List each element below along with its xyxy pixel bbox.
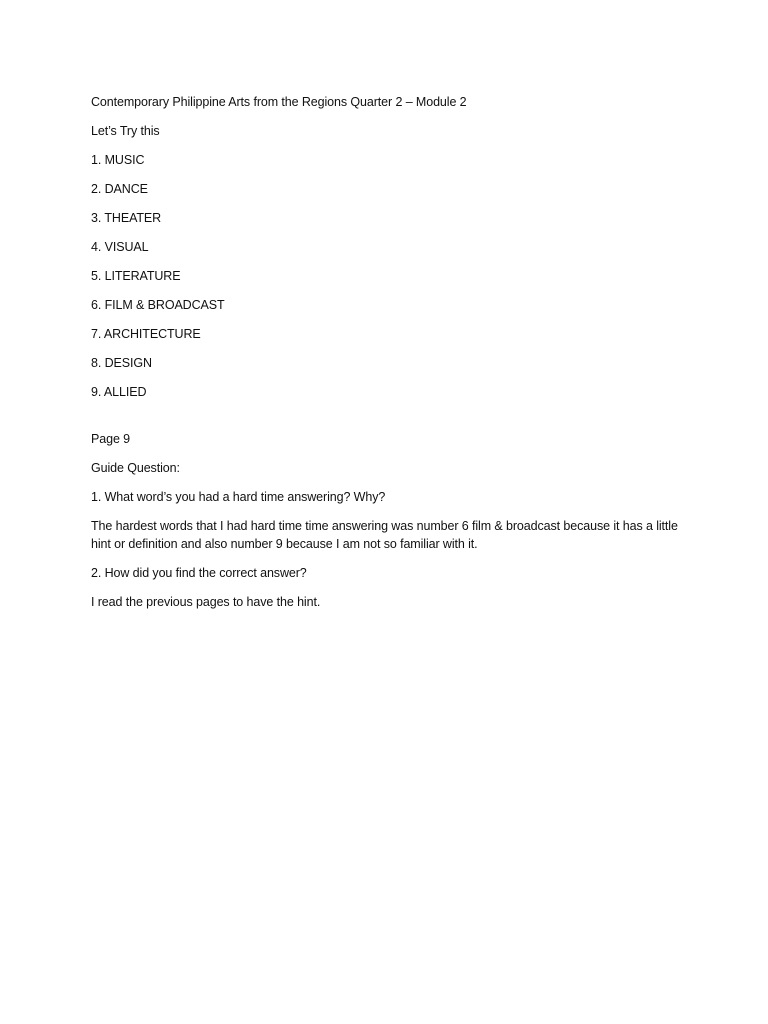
question-2: 2. How did you find the correct answer? <box>91 566 307 580</box>
page-label: Page 9 <box>91 432 131 446</box>
question-1: 1. What word’s you had a hard time answering? Why? <box>91 490 386 504</box>
answer-1: The hardest words that I had hard time time answering was number 6 film & broadcast because it has a little hint or definition and also number 9 because I am not so familiar with it. <box>91 519 678 551</box>
list-item: 2. DANCE <box>91 182 148 196</box>
list-item: 4. VISUAL <box>91 240 149 254</box>
document-title: Contemporary Philippine Arts from the Regions Quarter 2 – Module 2 <box>91 95 467 109</box>
spacer <box>91 412 681 430</box>
answer-2: I read the previous pages to have the hint. <box>91 595 321 609</box>
list-item: 1. MUSIC <box>91 153 145 167</box>
list-item: 8. DESIGN <box>91 356 152 370</box>
list-item: 7. ARCHITECTURE <box>91 327 201 341</box>
list-item: 6. FILM & BROADCAST <box>91 298 225 312</box>
list-item: 3. THEATER <box>91 211 162 225</box>
answer-list <box>91 151 681 401</box>
document-content <box>91 93 681 622</box>
guide-heading: Guide Question: <box>91 461 180 475</box>
list-item: 5. LITERATURE <box>91 269 181 283</box>
list-item: 9. ALLIED <box>91 385 147 399</box>
section-heading: Let’s Try this <box>91 124 160 138</box>
